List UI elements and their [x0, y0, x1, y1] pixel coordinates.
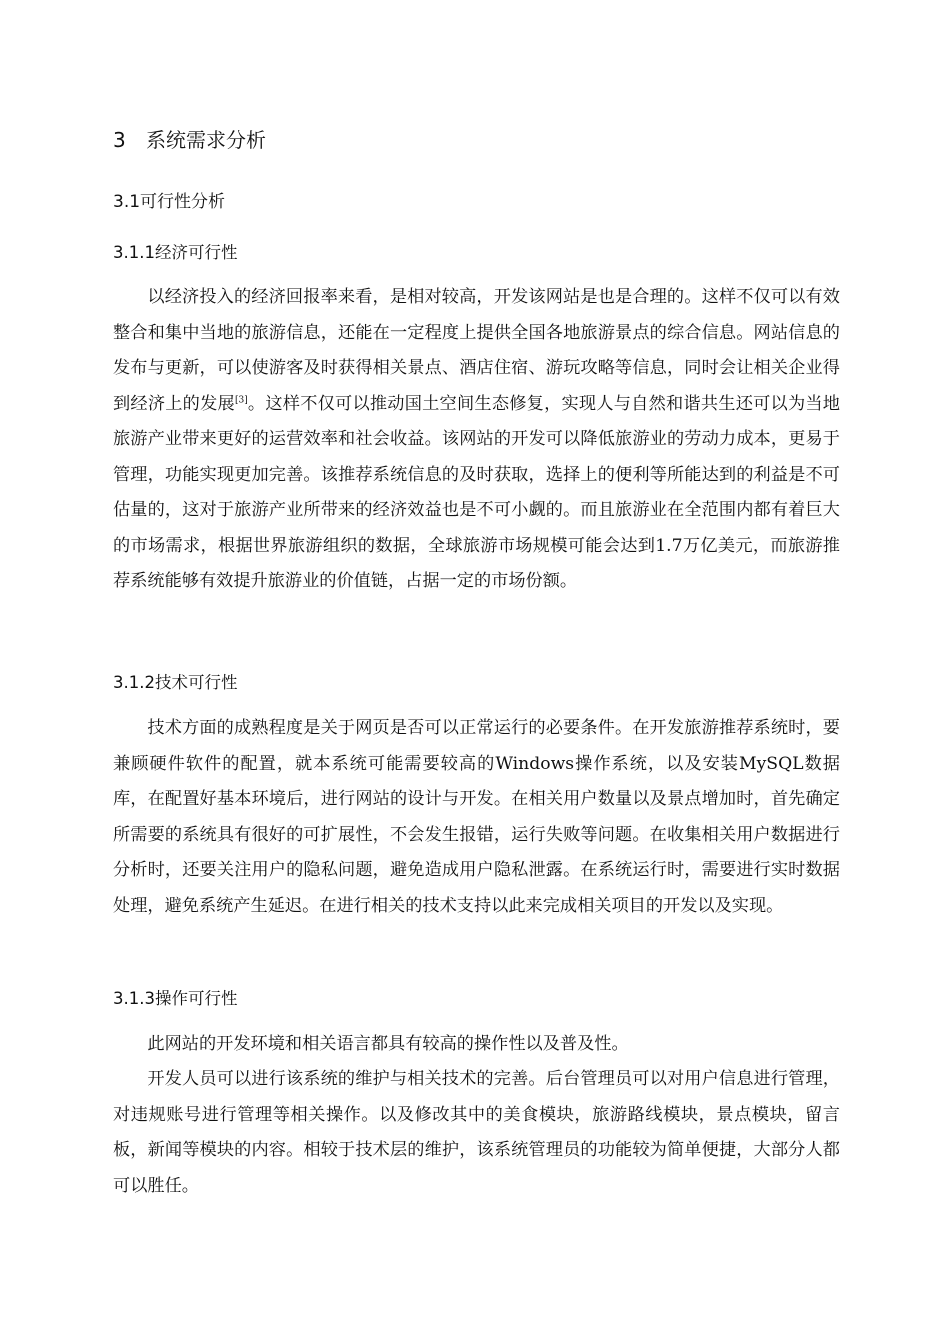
- paragraph-operational-2: 开发人员可以进行该系统的维护与相关技术的完善。后台管理员可以对用户信息进行管理，对违规账号进行管理等相关操作。以及修改其中的美食模块，旅游路线模块，景点模块，留言板，新闻等模块的内容。相较于技术层的维护，该系统管理员的功能较为简单便捷，大部分人都可以胜任。: [113, 1069, 840, 1196]
- section-heading: 3.1可行性分析: [113, 192, 226, 212]
- paragraph-technical: 技术方面的成熟程度是关于网页是否可以正常运行的必要条件。在开发旅游推荐系统时，要兼顾硬件软件的配置，就本系统可能需要较高的Windows操作系统，以及安装MySQL数据库，在配置好基本环境后，进行网站的设计与开发。在相关用户数量以及景点增加时，首先确定所需要的系统具有很好的可扩展性，不会发生报错，运行失败等问题。在收集相关用户数据进行分析时，还要关注用户的隐私问题，避免造成用户隐私泄露。在系统运行时，需要进行实时数据处理，避免系统产生延迟。在进行相关的技术支持以此来完成相关项目的开发以及实现。: [113, 718, 840, 916]
- paragraph-economic-text-1: 以经济投入的经济回报率来看，是相对较高，开发该网站是也是合理的。这样不仅可以有效整合和集中当地的旅游信息，还能在一定程度上提供全国各地旅游景点的综合信息。网站信息的发布与更新，可以使游客及时获得相关景点、酒店住宿、游玩攻略等信息，同时会让相关企业得到经济上的发展: [113, 287, 840, 414]
- subsection-heading-operational: 3.1.3操作可行性: [113, 989, 238, 1008]
- paragraph-economic-text-2: 。这样不仅可以推动国土空间生态修复，实现人与自然和谐共生还可以为当地旅游产业带来更好的运营效率和社会收益。该网站的开发可以降低旅游业的劳动力成本，更易于管理，功能实现更加完善。该推荐系统信息的及时获取，选择上的便利等所能达到的利益是不可估量的，这对于旅游产业所带来的经济效益也是不可小觑的。而且旅游业在全范围内都有着巨大的市场需求，根据世界旅游组织的数据，全球旅游市场规模可能会达到1.7万亿美元，而旅游推荐系统能够有效提升旅游业的价值链，占据一定的市场份额。: [113, 393, 840, 591]
- chapter-number: 3: [113, 128, 126, 152]
- chapter-title: 系统需求分析: [146, 128, 266, 152]
- citation-mark: [3]: [234, 394, 248, 405]
- subsection-heading-economic: 3.1.1经济可行性: [113, 243, 238, 262]
- paragraph-operational-1: 此网站的开发环境和相关语言都具有较高的操作性以及普及性。: [147, 1034, 629, 1054]
- paragraph-economic: [113, 280, 840, 600]
- chapter-heading: [113, 123, 266, 157]
- subsection-heading-technical: 3.1.2技术可行性: [113, 673, 238, 692]
